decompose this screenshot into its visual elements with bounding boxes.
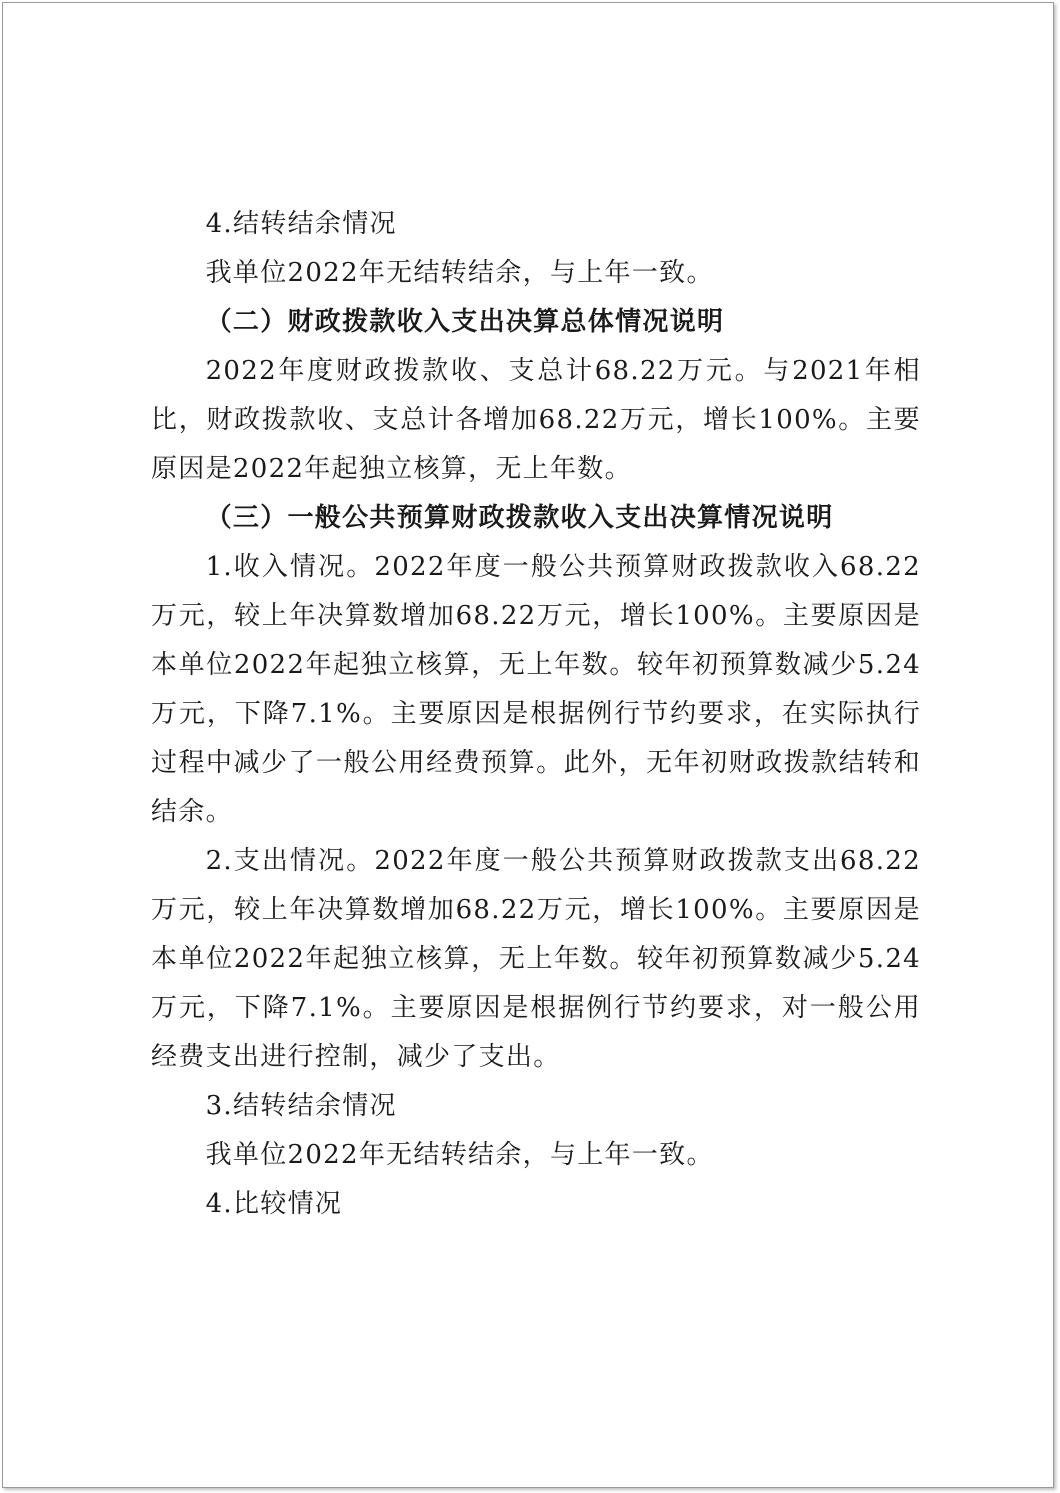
subsection-heading-carryover: 4.结转结余情况	[205, 209, 397, 239]
body-paragraph: 我单位2022年无结转结余，与上年一致。	[205, 1140, 714, 1170]
document-page	[2, 2, 1054, 1488]
document-body	[151, 200, 921, 1229]
section-heading-general-budget: （三）一般公共预算财政拨款收入支出决算情况说明	[205, 503, 834, 533]
body-paragraph: 2022年度财政拨款收、支总计68.22万元。与2021年相比，财政拨款收、支总计各增加68.22万元，增长100%。主要原因是2022年起独立核算，无上年数。	[151, 356, 921, 484]
body-paragraph: 我单位2022年无结转结余，与上年一致。	[205, 258, 714, 288]
subsection-heading-comparison: 4.比较情况	[205, 1189, 343, 1219]
subsection-heading-carryover: 3.结转结余情况	[205, 1091, 397, 1121]
body-paragraph-income: 1.收入情况。2022年度一般公共预算财政拨款收入68.22万元，较上年决算数增加68.22万元，增长100%。主要原因是本单位2022年起独立核算，无上年数。较年初预算数减少5.24万元，下降7.1%。主要原因是根据例行节约要求，在实际执行过程中减少了一般公用经费预算。此外，无年初财政拨款结转和结余。	[151, 552, 921, 827]
body-paragraph-expenditure: 2.支出情况。2022年度一般公共预算财政拨款支出68.22万元，较上年决算数增加68.22万元，增长100%。主要原因是本单位2022年起独立核算，无上年数。较年初预算数减少5.24万元，下降7.1%。主要原因是根据例行节约要求，对一般公用经费支出进行控制，减少了支出。	[151, 846, 921, 1072]
section-heading-fiscal-overview: （二）财政拨款收入支出决算总体情况说明	[205, 307, 725, 337]
